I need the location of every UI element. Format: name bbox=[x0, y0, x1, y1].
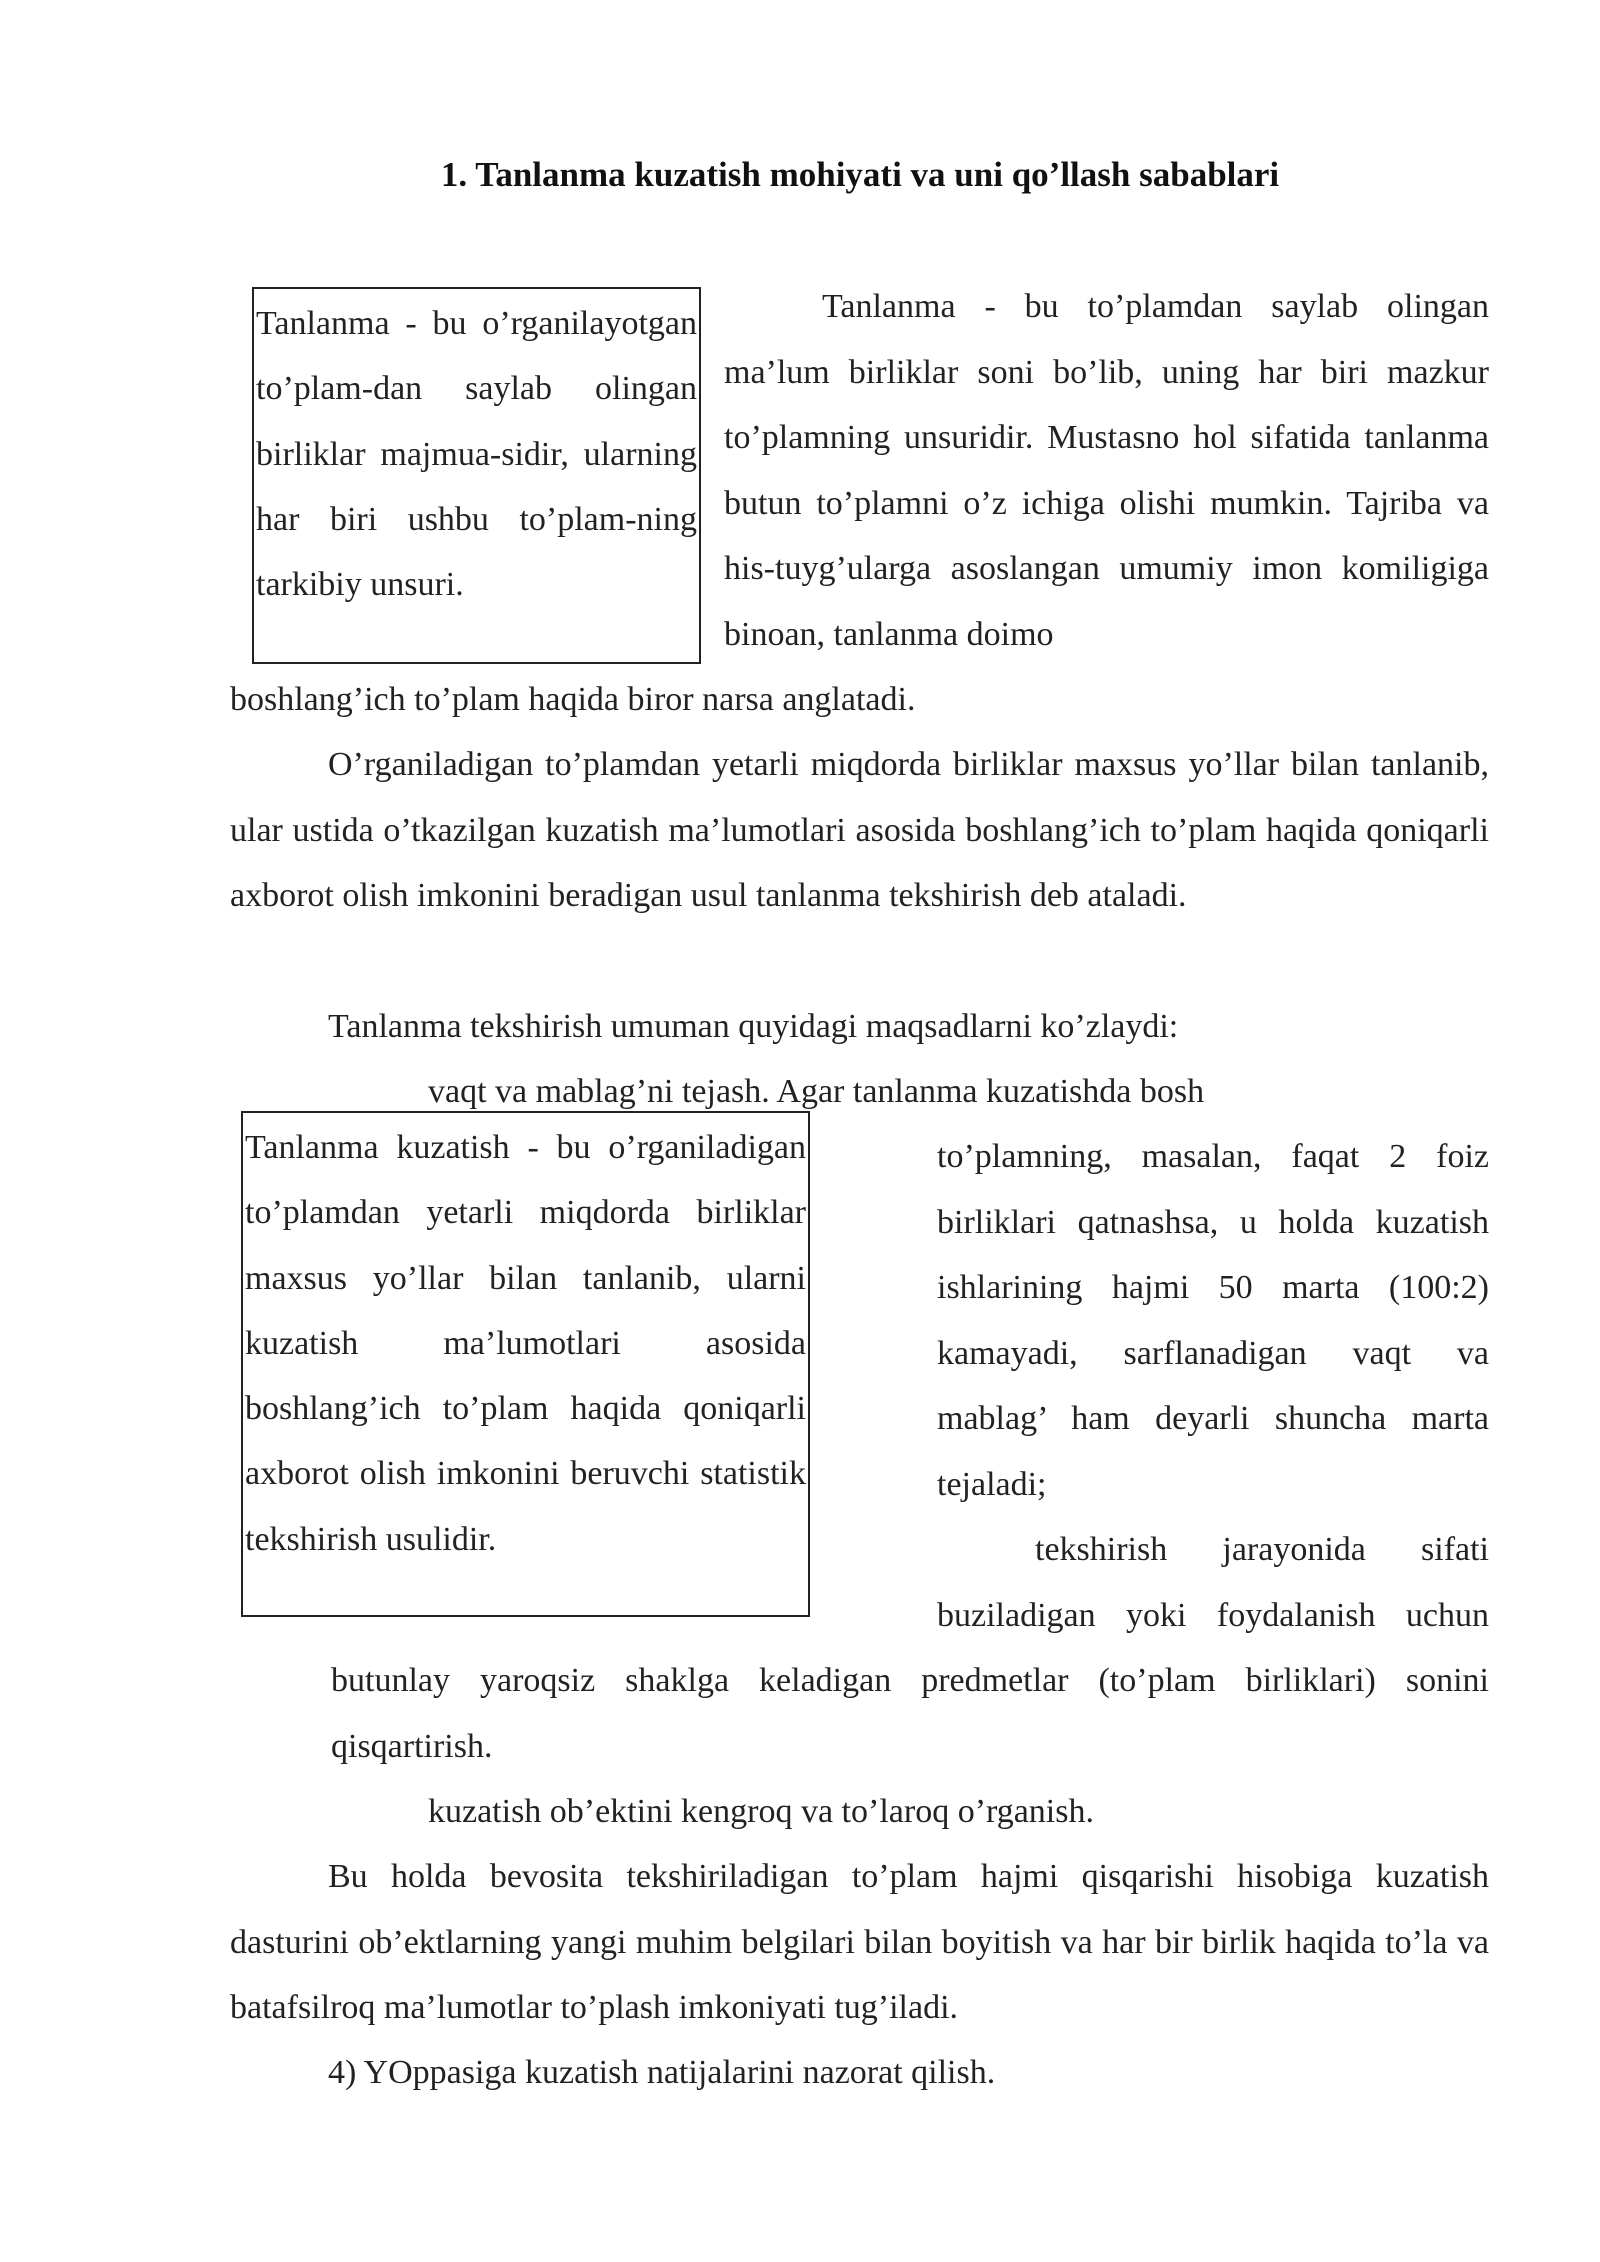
paragraph-sample-definition: Tanlanma - bu to’plamdan saylab olingan ma’lum birliklar soni bo’lib, uning har biri mazkur to’plamning unsuridir. Mustasno hol sifatida tanlanma butun to’plamni o’z ichiga olishi mumkin. Tajriba va his-tuyg’ularga asoslangan umumiy imon komiligiga binoan, tanlanma doimo bbox=[724, 288, 1489, 653]
page-title: 1. Tanlanma kuzatish mohiyati va uni qo’llash sabablari bbox=[440, 155, 1280, 194]
goal-2-tail: butunlay yaroqsiz shaklga keladigan predmetlar (to’plam birliklari) sonini qisqartirish. bbox=[331, 1662, 1489, 1765]
goal-2-head: tekshirish jarayonida sifati buziladigan yoki foydalanish uchun bbox=[937, 1531, 1489, 1634]
goal-1-head: vaqt va mablag’ni tejash. Agar tanlanma kuzatishda bosh bbox=[428, 1073, 1205, 1110]
definition-box-sample: Tanlanma - bu o’rganilayotgan to’plam-dan saylab olingan birliklar majmua-sidir, ularning har biri ushbu to’plam-ning tarkibiy unsuri. bbox=[252, 287, 701, 664]
paragraph-goals-intro: Tanlanma tekshirish umuman quyidagi maqsadlarni ko’zlaydi: bbox=[328, 1008, 1179, 1045]
paragraph-program-enrichment: Bu holda bevosita tekshiriladigan to’plam hajmi qisqarishi hisobiga kuzatish dasturini ob’ektlarning yangi muhim belgilari bilan boyitish va har bir birlik haqida to’la va batafsilroq ma’lumotlar to’plash imkoniyati tug’iladi. bbox=[230, 1858, 1489, 2027]
paragraph-sample-survey-definition: O’rganiladigan to’plamdan yetarli miqdorda birliklar maxsus yo’llar bilan tanlanib, ular ustida o’tkazilgan kuzatish ma’lumotlari asosida boshlang’ich to’plam haqida qoniqarli axborot olish imkonini beradigan usul tanlanma tekshirish deb ataladi. bbox=[230, 746, 1489, 915]
definition-box-sample-survey: Tanlanma kuzatish - bu o’rganiladigan to’plamdan yetarli miqdorda birliklar maxsus yo’llar bilan tanlanib, ularni kuzatish ma’lumotlari asosida boshlang’ich to’plam haqida qoniqarli axborot olish imkonini beruvchi statistik tekshirish usulidir. bbox=[241, 1111, 810, 1617]
goal-3: kuzatish ob’ektini kengroq va to’laroq o’rganish. bbox=[428, 1793, 1094, 1830]
goal-1-body: to’plamning, masalan, faqat 2 foiz birliklari qatnashsa, u holda kuzatish ishlarining hajmi 50 marta (100:2) kamayadi, sarflanadigan vaqt va mablag’ ham deyarli shuncha marta tejaladi; bbox=[937, 1138, 1489, 1503]
paragraph-sample-definition-tail: boshlang’ich to’plam haqida biror narsa anglatadi. bbox=[230, 681, 916, 718]
goal-4: 4) YOppasiga kuzatish natijalarini nazorat qilish. bbox=[328, 2054, 996, 2091]
